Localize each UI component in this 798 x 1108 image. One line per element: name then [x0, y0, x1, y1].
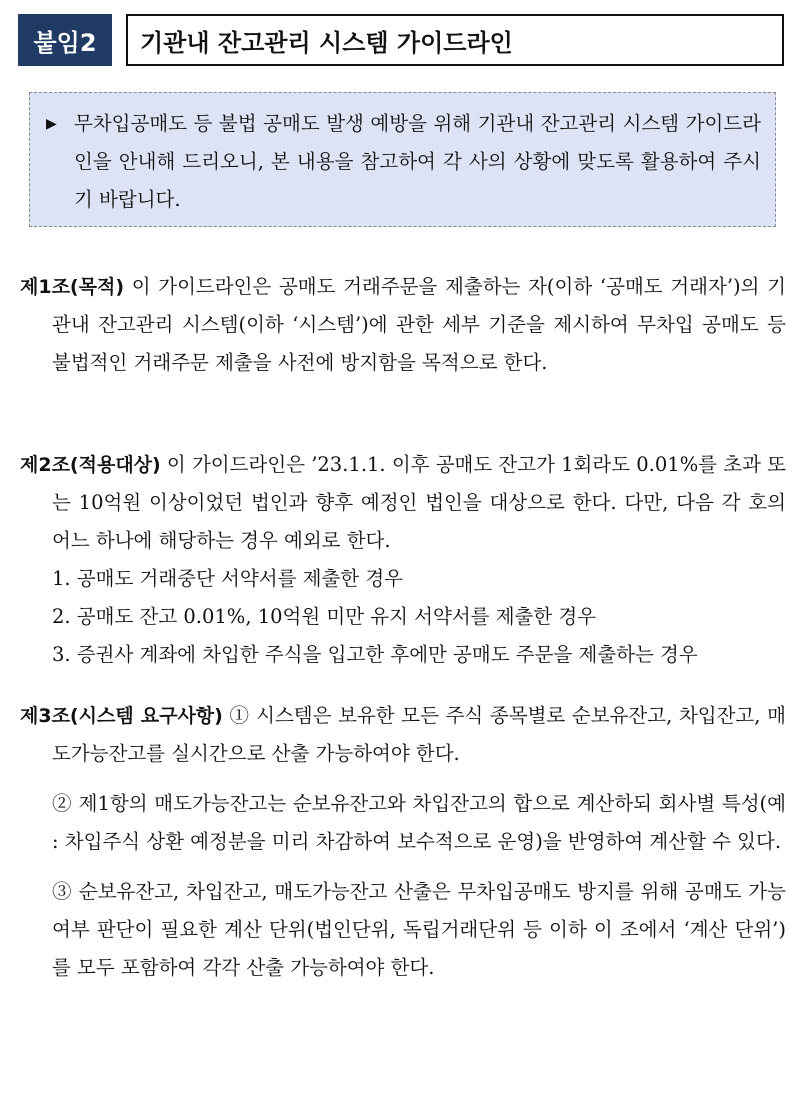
article-3-heading: 제3조(시스템 요구사항) [20, 705, 223, 727]
article-3 [20, 697, 786, 987]
article-3-body: ① 시스템은 보유한 모든 주식 종목별로 순보유잔고, 차입잔고, 매도가능잔고를 실시간으로 산출 가능하여야 한다. [52, 704, 786, 765]
attachment-tag: 붙임2 [18, 14, 112, 66]
notice-box [29, 92, 776, 227]
triangle-bullet-icon: ▶ [46, 116, 57, 132]
article-1 [20, 268, 786, 382]
article-3-paragraph-2: ② 제1항의 매도가능잔고는 순보유잔고와 차입잔고의 합으로 계산하되 회사별 특성(예 : 차입주식 상환 예정분을 미리 차감하여 보수적으로 운영)을 반영하여 계산할 수 있다. [52, 792, 786, 853]
article-1-heading: 제1조(목적) [20, 276, 125, 298]
article-2-item-2: 2. 공매도 잔고 0.01%, 10억원 미만 유지 서약서를 제출한 경우 [52, 605, 597, 628]
article-2-item-1: 1. 공매도 거래중단 서약서를 제출한 경우 [52, 567, 403, 590]
notice-text: 무차입공매도 등 불법 공매도 발생 예방을 위해 기관내 잔고관리 시스템 가이드라인을 안내해 드리오니, 본 내용을 참고하여 각 사의 상황에 맞도록 활용하여 주시기 바랍니다. [74, 112, 761, 211]
article-2 [20, 446, 786, 674]
document-title: 기관내 잔고관리 시스템 가이드라인 [126, 14, 784, 66]
article-3-paragraph-3: ③ 순보유잔고, 차입잔고, 매도가능잔고 산출은 무차입공매도 방지를 위해 공매도 가능 여부 판단이 필요한 계산 단위(법인단위, 독립거래단위 등 이하 이 조에서 ‘계산 단위’)를 모두 포함하여 각각 산출 가능하여야 한다. [52, 880, 786, 979]
page-header [18, 14, 784, 66]
article-2-item-3: 3. 증권사 계좌에 차입한 주식을 입고한 후에만 공매도 주문을 제출하는 경우 [52, 643, 698, 666]
article-2-body: 이 가이드라인은 ’23.1.1. 이후 공매도 잔고가 1회라도 0.01%를 초과 또는 10억원 이상이었던 법인과 향후 예정인 법인을 대상으로 한다. 다만, 다음 각 호의 어느 하나에 해당하는 경우 예외로 한다. [52, 453, 786, 552]
article-2-heading: 제2조(적용대상) [20, 454, 161, 476]
article-1-body: 이 가이드라인은 공매도 거래주문을 제출하는 자(이하 ‘공매도 거래자’)의 기관내 잔고관리 시스템(이하 ‘시스템’)에 관한 세부 기준을 제시하여 무차입 공매도 등 불법적인 거래주문 제출을 사전에 방지함을 목적으로 한다. [52, 275, 786, 374]
